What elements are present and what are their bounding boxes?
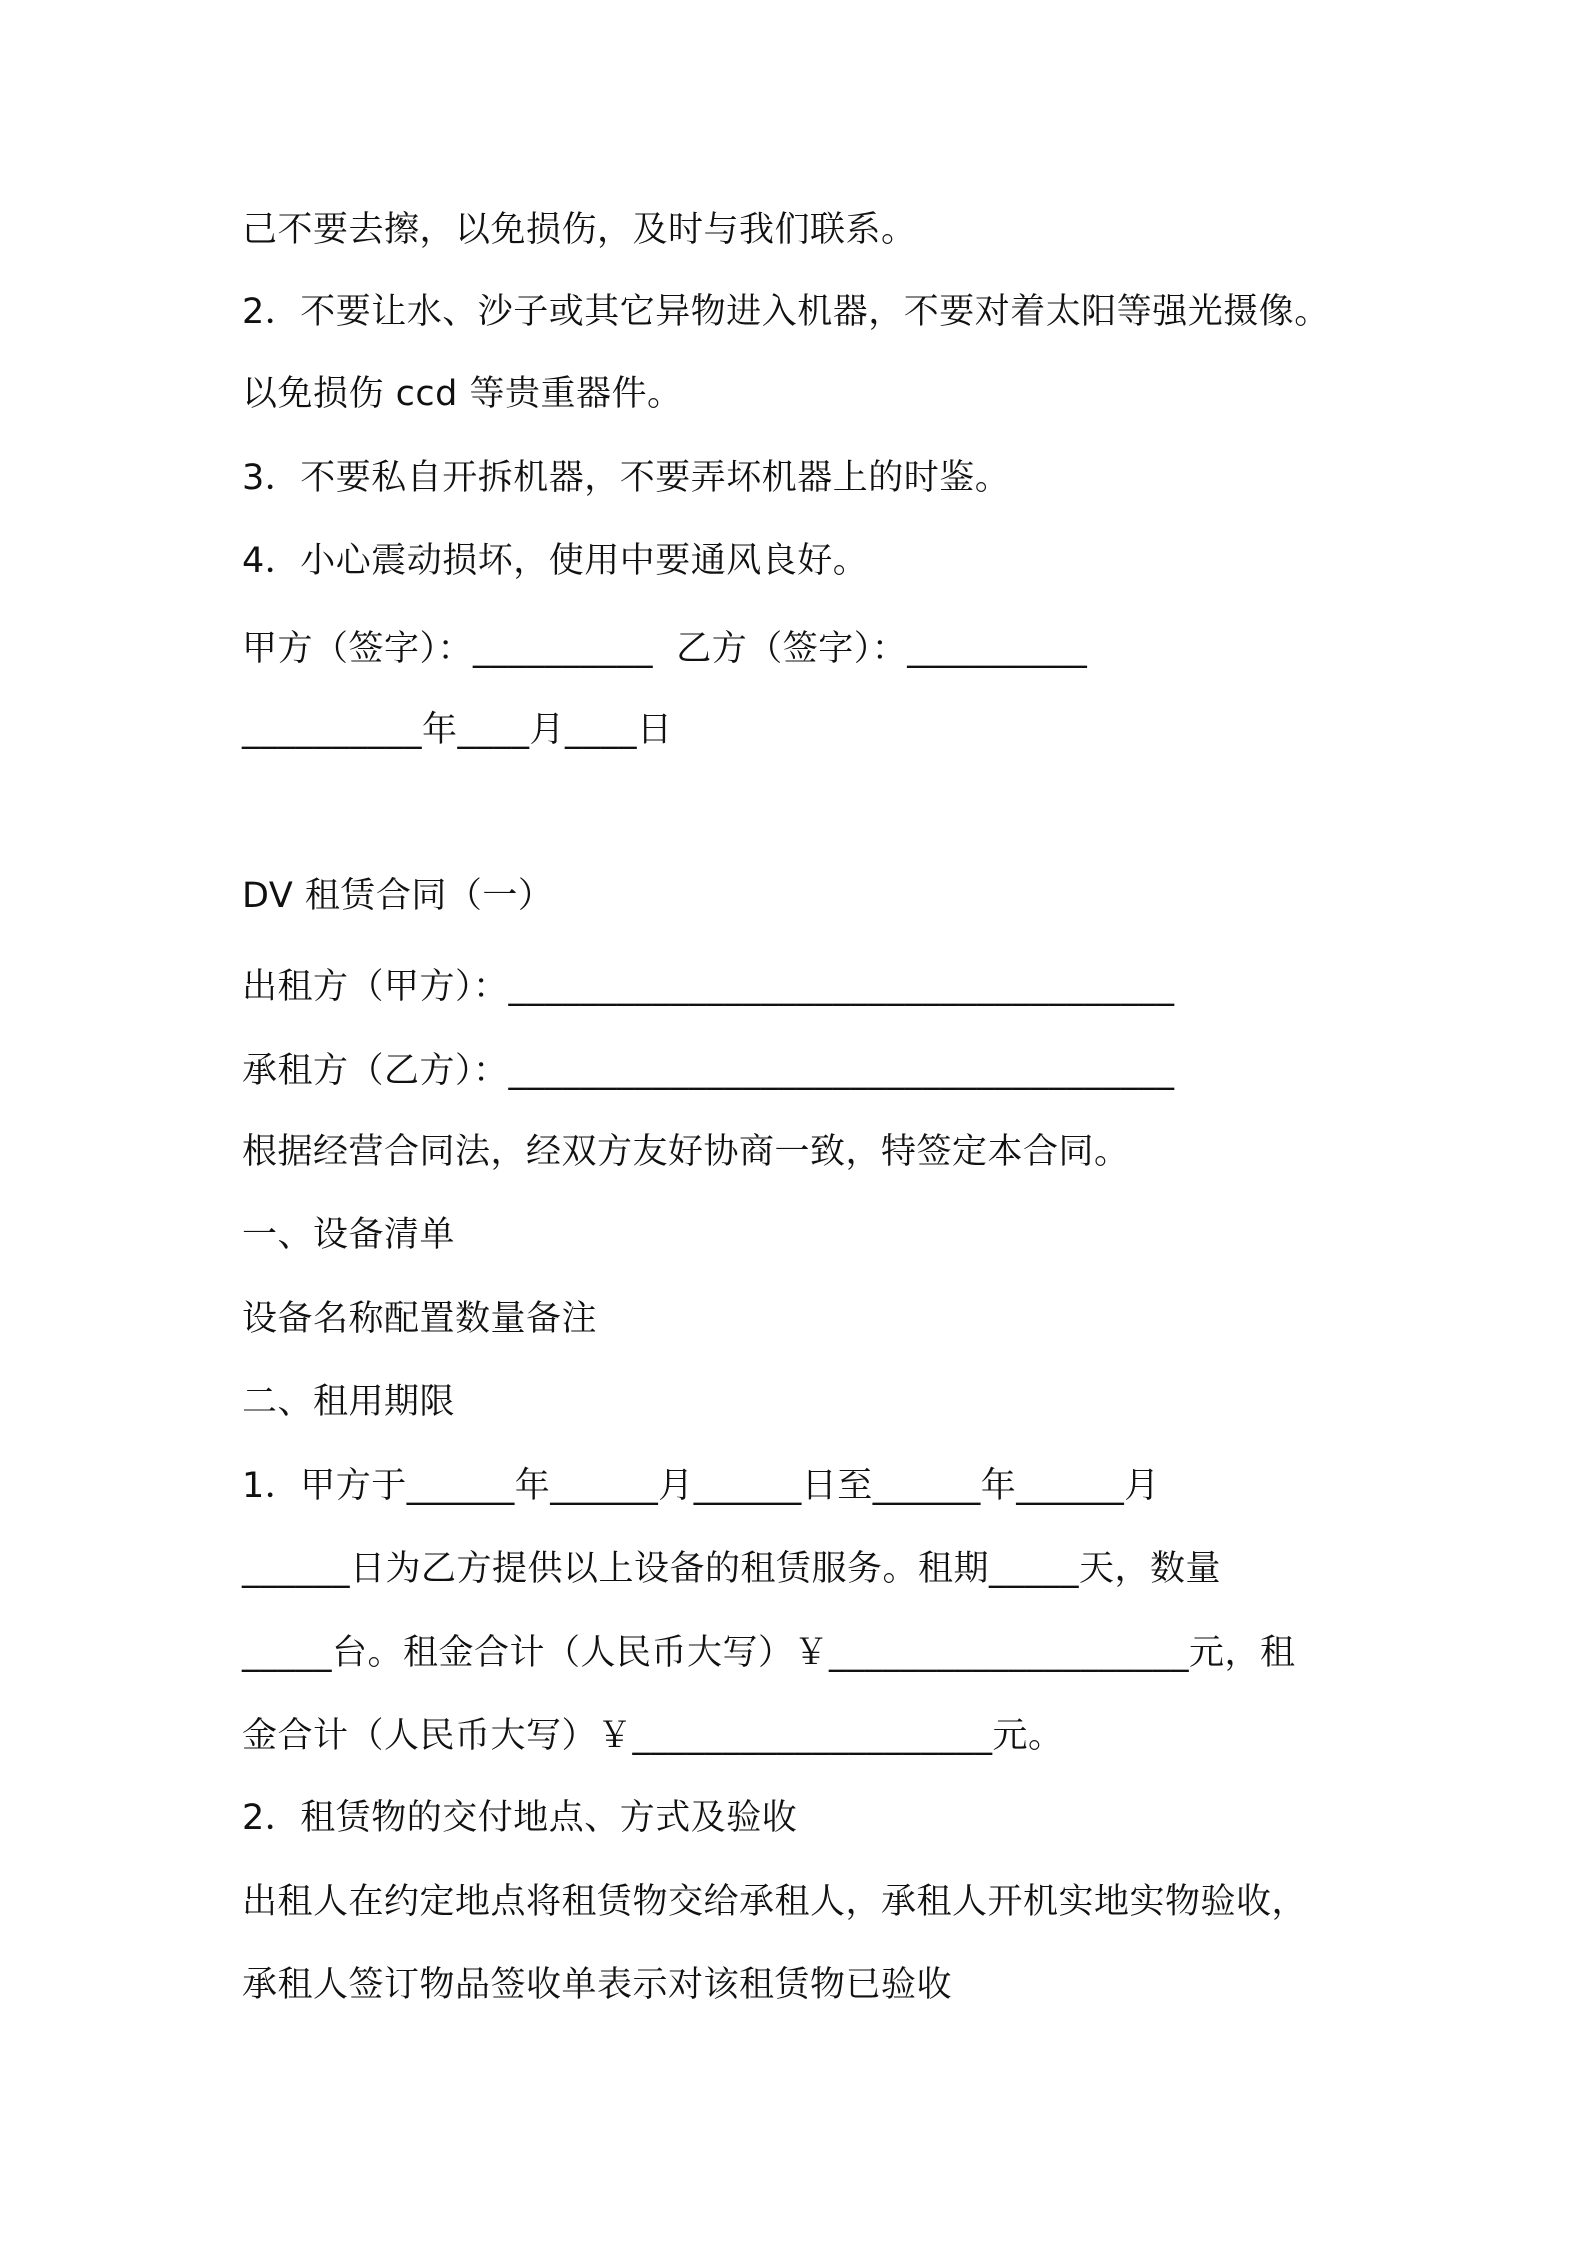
term-line-4: 金合计（人民币大写）￥____________________元。: [242, 1716, 1064, 1756]
equipment-list-header: 设备名称配置数量备注: [242, 1299, 598, 1339]
text-line-4: 3．不要私自开拆机器，不要弄坏机器上的时鉴。: [242, 458, 1011, 498]
text-line-2: 2．不要让水、沙子或其它异物进入机器，不要对着太阳等强光摄像。: [242, 292, 1330, 332]
contract-title: DV 租赁合同（一）: [242, 876, 554, 916]
section-2-heading: 二、租用期限: [242, 1382, 456, 1422]
text-line-5: 4．小心震动损坏，使用中要通风良好。: [242, 541, 869, 581]
lessee-line: 承租方（乙方）：_____________________________________: [242, 1051, 1175, 1091]
intro-paragraph: 根据经营合同法，经双方友好协商一致，特签定本合同。: [242, 1132, 1130, 1172]
term-line-2: ______日为乙方提供以上设备的租赁服务。租期_____天，数量: [242, 1549, 1222, 1589]
term-line-3: _____台。租金合计（人民币大写）￥____________________元，租: [242, 1633, 1296, 1673]
section-1-heading: 一、设备清单: [242, 1215, 456, 1255]
delivery-heading: 2．租赁物的交付地点、方式及验收: [242, 1798, 798, 1838]
signature-line: 甲方（签字）：__________ 乙方（签字）：__________: [242, 629, 1088, 669]
term-line-1: 1．甲方于______年______月______日至______年______月: [242, 1466, 1160, 1506]
date-line: __________年____月____日: [242, 710, 673, 750]
text-line-3: 以免损伤 ccd 等贵重器件。: [242, 374, 683, 414]
delivery-paragraph-2: 承租人签订物品签收单表示对该租赁物已验收: [242, 1965, 953, 2005]
text-line-1: 己不要去擦，以免损伤，及时与我们联系。: [242, 210, 917, 250]
delivery-paragraph-1: 出租人在约定地点将租赁物交给承租人，承租人开机实地实物验收，: [242, 1882, 1308, 1922]
lessor-line: 出租方（甲方）：_____________________________________: [242, 967, 1175, 1007]
